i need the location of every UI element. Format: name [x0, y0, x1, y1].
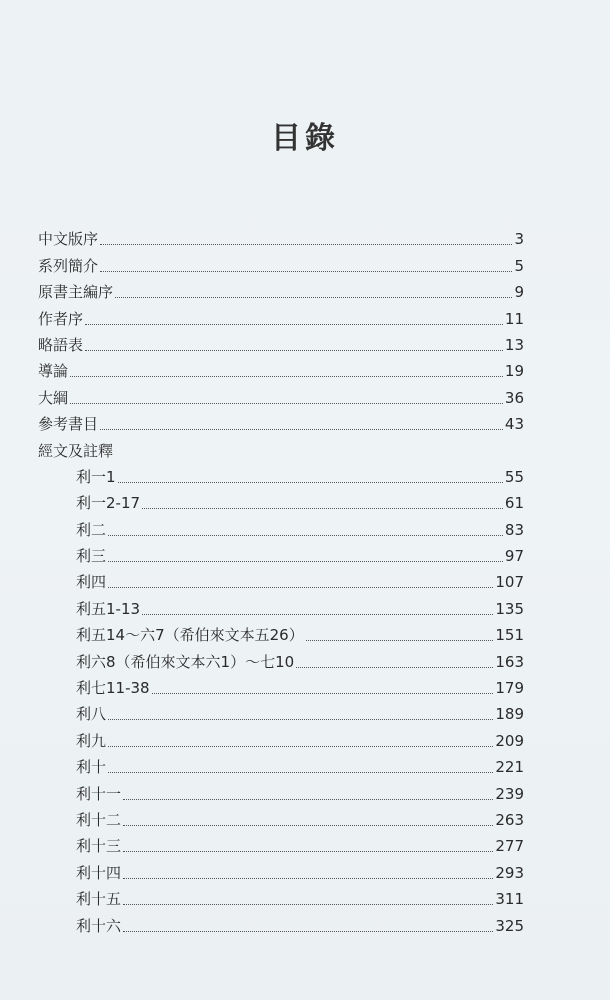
toc-entry-label: 利一2-17 [76, 494, 141, 513]
toc-subentry [38, 882, 524, 908]
toc-entry-label: 利五1-13 [76, 599, 141, 618]
toc-subentry [38, 618, 524, 644]
toc-subentry [38, 671, 524, 697]
toc-entry [38, 380, 524, 406]
toc-entry-page: 55 [504, 467, 524, 486]
toc-subentry [38, 644, 524, 670]
toc-entry [38, 328, 524, 354]
toc-entry-page: 61 [504, 494, 524, 513]
toc-entry-page: 239 [495, 784, 524, 803]
toc-entry-page: 277 [495, 837, 524, 856]
toc-entry-label: 利五14～六7（希伯來文本五26） [76, 626, 304, 645]
toc-subentry [38, 512, 524, 538]
toc-entry-label: 利十六 [76, 916, 122, 935]
dot-leader [108, 561, 503, 562]
dot-leader [108, 587, 493, 588]
dot-leader [296, 667, 493, 668]
toc-subentry [38, 908, 524, 934]
toc-entry-page: 221 [495, 758, 524, 777]
toc-entry-label: 作者序 [38, 309, 84, 328]
dot-leader [142, 508, 503, 509]
toc-entry-page: 83 [504, 520, 524, 539]
toc-entry-page: 293 [495, 863, 524, 882]
toc-entry-page: 43 [504, 415, 524, 434]
dot-leader [123, 931, 493, 932]
toc-entry-page: 107 [495, 573, 524, 592]
toc-entry-label: 利十 [76, 758, 107, 777]
dot-leader [306, 640, 494, 641]
table-of-contents [38, 222, 524, 935]
page-title: 目錄 [271, 121, 339, 156]
toc-entry-label: 利二 [76, 520, 107, 539]
dot-leader [70, 376, 503, 377]
dot-leader [100, 244, 512, 245]
toc-entry-label: 參考書目 [38, 415, 99, 434]
dot-leader [108, 719, 493, 720]
dot-leader [123, 851, 493, 852]
toc-entry-page: 36 [504, 388, 524, 407]
toc-entry [38, 407, 524, 433]
dot-leader [115, 297, 512, 298]
toc-entry-label: 大綱 [38, 388, 69, 407]
toc-subentry [38, 539, 524, 565]
toc-entry-page: 189 [495, 705, 524, 724]
toc-entry-label: 利十三 [76, 837, 122, 856]
toc-subentry [38, 486, 524, 512]
dot-leader [118, 482, 503, 483]
toc-entry-label: 系列簡介 [38, 256, 99, 275]
dot-leader [70, 403, 503, 404]
toc-entry-label: 利三 [76, 547, 107, 566]
toc-section-heading [38, 433, 524, 459]
toc-entry-label: 利十五 [76, 890, 122, 909]
dot-leader [108, 772, 493, 773]
toc-entry-page: 19 [504, 362, 524, 381]
toc-subentry [38, 855, 524, 881]
toc-subentry [38, 460, 524, 486]
toc-entry-label: 原書主編序 [38, 283, 114, 302]
toc-entry-page: 97 [504, 547, 524, 566]
toc-entry [38, 301, 524, 327]
dot-leader [100, 429, 503, 430]
dot-leader [100, 271, 512, 272]
toc-entry-page: 151 [495, 626, 524, 645]
dot-leader [85, 350, 503, 351]
toc-entry-label: 利十二 [76, 810, 122, 829]
toc-entry-page: 11 [504, 309, 524, 328]
dot-leader [108, 535, 503, 536]
toc-entry-label: 利一1 [76, 467, 116, 486]
dot-leader [123, 878, 493, 879]
toc-entry-label: 經文及註釋 [38, 441, 114, 460]
toc-entry-page: 13 [504, 335, 524, 354]
toc-entry-page: 311 [495, 890, 524, 909]
dot-leader [123, 825, 493, 826]
toc-subentry [38, 565, 524, 591]
toc-entry-label: 利六8（希伯來文本六1）～七10 [76, 652, 295, 671]
toc-entry-label: 利十四 [76, 863, 122, 882]
toc-entry [38, 248, 524, 274]
dot-leader [123, 799, 493, 800]
toc-subentry [38, 723, 524, 749]
toc-entry-page: 135 [495, 599, 524, 618]
toc-entry-label: 利十一 [76, 784, 122, 803]
toc-entry-label: 利八 [76, 705, 107, 724]
toc-subentry [38, 697, 524, 723]
toc-entry [38, 354, 524, 380]
dot-leader [85, 324, 503, 325]
dot-leader [123, 904, 493, 905]
toc-entry-page: 9 [514, 283, 524, 302]
toc-subentry [38, 776, 524, 802]
dot-leader [142, 614, 493, 615]
toc-subentry [38, 750, 524, 776]
toc-subentry [38, 591, 524, 617]
toc-subentry [38, 803, 524, 829]
dot-leader [108, 746, 493, 747]
toc-entry-label: 略語表 [38, 335, 84, 354]
toc-entry-page: 179 [495, 679, 524, 698]
toc-entry-label: 導論 [38, 362, 69, 381]
toc-entry [38, 275, 524, 301]
toc-subentry [38, 829, 524, 855]
toc-entry-label: 利七11-38 [76, 679, 150, 698]
toc-entry-page: 263 [495, 810, 524, 829]
toc-entry-page: 209 [495, 731, 524, 750]
toc-entry-label: 利九 [76, 731, 107, 750]
toc-entry-page: 325 [495, 916, 524, 935]
toc-entry-page: 3 [514, 230, 524, 249]
toc-entry-label: 利四 [76, 573, 107, 592]
toc-entry [38, 222, 524, 248]
toc-entry-page: 5 [514, 256, 524, 275]
dot-leader [152, 693, 494, 694]
toc-entry-page: 163 [495, 652, 524, 671]
toc-entry-label: 中文版序 [38, 230, 99, 249]
